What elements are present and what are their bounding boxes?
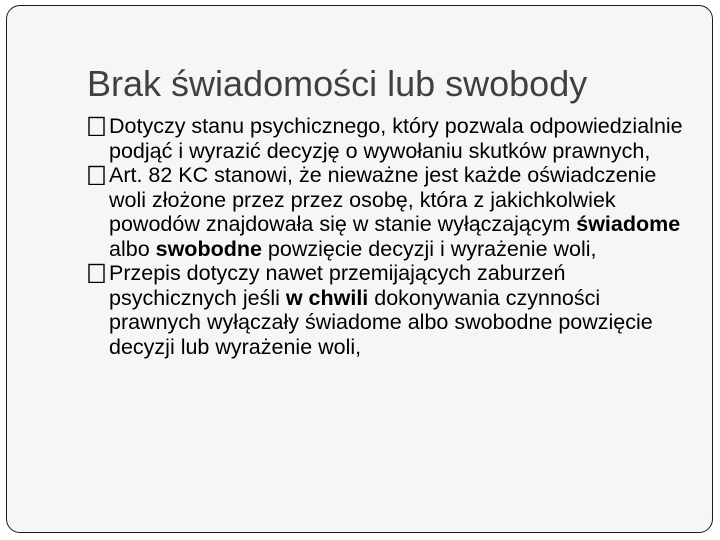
bullet-text-2-bold-swiadome: świadome <box>576 212 681 236</box>
bullet-text-3c: dokonywania czynności prawnych wyłączały świadome albo swobodne powzięcie decyzji lub wyrażenie woli, <box>109 285 653 359</box>
slide <box>6 5 713 533</box>
bullet-text-2e: powzięcie decyzji i wyrażenie woli, <box>261 236 597 261</box>
bullet-item-1 <box>87 114 687 163</box>
bullet-text-3-bold-w-chwili: w chwili <box>285 285 369 310</box>
missing-glyph-box-icon <box>87 263 107 283</box>
bullet-item-3 <box>87 261 687 359</box>
slide-title: Brak świadomości lub swobody <box>87 63 588 104</box>
bullet-text-2-bold-swobodne: swobodne <box>155 236 262 261</box>
missing-glyph-box-icon <box>87 116 107 136</box>
bullet-text-1: Dotyczy stanu psychicznego, który pozwala odpowiedzialnie podjąć i wyrazić decyzję o wywołaniu skutków prawnych, <box>109 114 683 163</box>
bullet-text-2c: albo <box>109 236 156 261</box>
bullet-text-2a: Art. 82 KC stanowi, że nieważne jest każde oświadczenie woli złożone przez przez osobę, która z jakichkolwiek powodów znajdowała się w stanie wyłączającym <box>109 163 657 236</box>
bullet-text-3a: Przepis dotyczy nawet przemijających zaburzeń psychicznych jeśli <box>109 261 566 310</box>
bullet-list <box>87 114 687 359</box>
bullet-item-2 <box>87 163 687 261</box>
missing-glyph-box-icon <box>87 165 107 185</box>
